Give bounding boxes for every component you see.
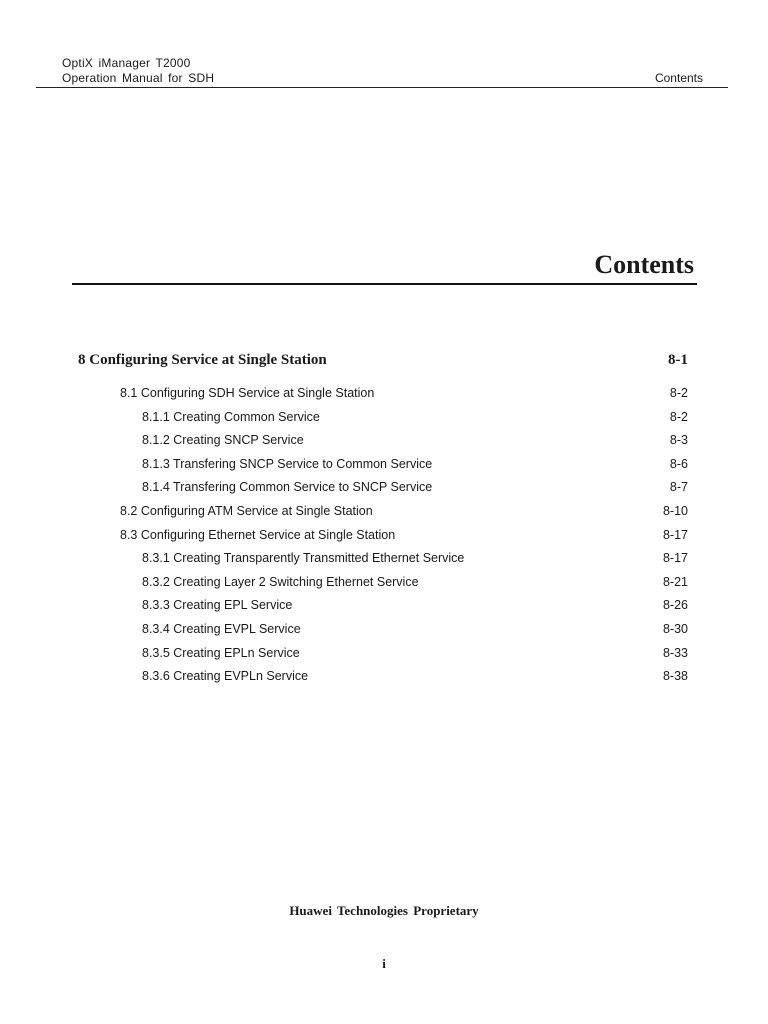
table-of-contents (78, 348, 688, 705)
toc-entry-label: 8.3.3 Creating EPL Service (142, 598, 293, 613)
toc-entry[interactable] (78, 429, 688, 453)
toc-entry-page: 8-21 (662, 574, 688, 589)
header-divider (36, 87, 728, 88)
toc-entry-page: 8-17 (662, 527, 688, 542)
toc-entry-page: 8-38 (662, 669, 688, 684)
toc-entry-label: 8.3.1 Creating Transparently Transmitted Ethernet Service (142, 551, 465, 566)
toc-entry-label: 8.3 Configuring Ethernet Service at Single Station (120, 527, 396, 542)
toc-entry[interactable] (78, 406, 688, 430)
toc-entry-label: 8.3.5 Creating EPLn Service (142, 645, 300, 660)
toc-entry[interactable] (78, 476, 688, 500)
toc-chapter-page: 8-1 (668, 352, 688, 368)
toc-entry-page: 8-6 (669, 456, 688, 471)
header-section: Contents (654, 71, 703, 85)
toc-entry[interactable] (78, 665, 688, 689)
toc-entry-label: 8.1 Configuring SDH Service at Single Station (120, 386, 375, 400)
toc-entry-label: 8.3.4 Creating EVPL Service (142, 621, 301, 636)
toc-entry-page: 8-30 (662, 621, 688, 636)
toc-entry-label: 8.3.6 Creating EVPLn Service (142, 669, 309, 684)
toc-entry-label: 8.1.2 Creating SNCP Service (142, 433, 304, 448)
footer-proprietary-note: Huawei Technologies Proprietary (289, 903, 479, 918)
toc-entry[interactable] (78, 500, 688, 524)
toc-chapter-label: 8 Configuring Service at Single Station (78, 352, 327, 368)
toc-entry-label: 8.1.1 Creating Common Service (142, 409, 320, 424)
page-header (62, 56, 703, 87)
toc-entry-page: 8-3 (669, 433, 688, 448)
toc-entry[interactable] (78, 453, 688, 477)
toc-entry[interactable] (78, 524, 688, 548)
toc-entry-label: 8.1.4 Transfering Common Service to SNCP Service (142, 480, 433, 495)
toc-entry[interactable] (78, 618, 688, 642)
toc-entry-page: 8-7 (669, 480, 688, 495)
toc-entry[interactable] (78, 571, 688, 595)
toc-entry-page: 8-10 (662, 503, 688, 518)
page-title: Contents (594, 250, 694, 279)
toc-entry-label: 8.1.3 Transfering SNCP Service to Common Service (142, 456, 433, 471)
toc-entry[interactable] (78, 382, 688, 406)
toc-entry-page: 8-33 (662, 645, 688, 660)
toc-entry-page: 8-26 (662, 598, 688, 613)
toc-entry[interactable] (78, 547, 688, 571)
header-product: OptiX iManager T2000 (62, 56, 191, 70)
toc-entry-page: 8-2 (669, 409, 688, 424)
toc-entry-label: 8.2 Configuring ATM Service at Single Station (120, 503, 373, 518)
toc-entry[interactable] (78, 642, 688, 666)
footer-page-number: i (382, 956, 386, 971)
toc-entry-page: 8-2 (669, 386, 688, 400)
toc-entry-page: 8-17 (662, 551, 688, 566)
toc-chapter[interactable] (78, 348, 688, 372)
header-manual: Operation Manual for SDH (62, 71, 215, 85)
title-divider (72, 283, 697, 285)
toc-entry-list (78, 382, 688, 689)
toc-entry[interactable] (78, 594, 688, 618)
toc-entry-label: 8.3.2 Creating Layer 2 Switching Ethernet Service (142, 574, 419, 589)
